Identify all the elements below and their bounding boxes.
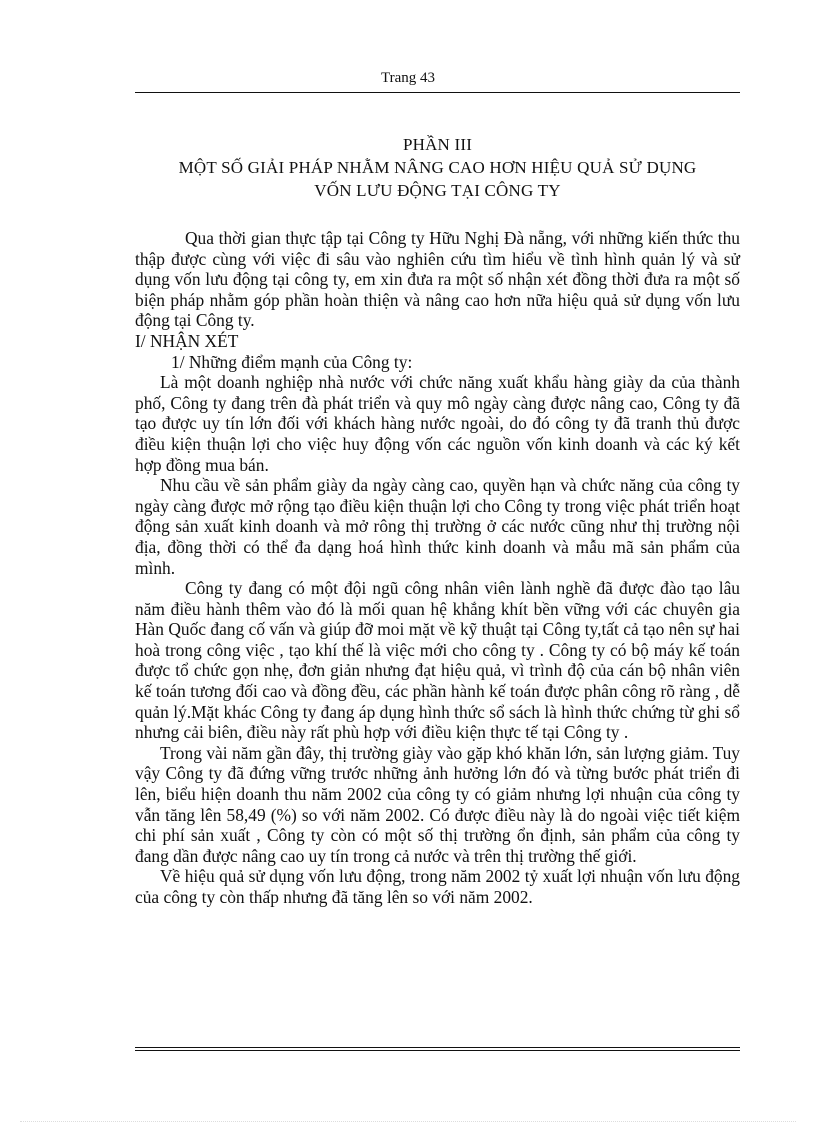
page-edge-dots [20, 1121, 796, 1122]
paragraph-4: Trong vài năm gần đây, thị trường giày vào gặp khó khăn lớn, sản lượng giảm. Tuy vậy Công ty đã đứng vững trước những ảnh hưởng lớn đó và từng bước phát triển đi lên, biểu hiện doanh thu năm 2002 của công ty có giảm nhưng lợi nhuận của công ty vẫn tăng lên 58,49 (%) so với năm 2002. Có được điều này là do ngoài việc tiết kiệm chi phí sản xuất , Công ty còn có một số thị trường ổn định, sản phẩm của công ty đang dần được nâng cao uy tín trong cả nước và trên thị trường thế giới. [135, 742, 740, 866]
section-title-block [135, 133, 740, 202]
footer-divider [135, 1047, 740, 1051]
intro-paragraph: Qua thời gian thực tập tại Công ty Hữu Nghị Đà nẵng, với những kiến thức thu thập được cùng với việc đi sâu vào nghiên cứu tìm hiểu về tình hình quản lý và sử dụng vốn lưu động tại công ty, em xin đưa ra một số nhận xét đồng thời đưa ra một số biện pháp nhằm góp phần hoàn thiện và nâng cao hơn nữa hiệu quả sử dụng vốn lưu động tại Công ty. [135, 228, 740, 331]
subsection-heading: 1/ Những điểm mạnh của Công ty: [171, 351, 413, 372]
title-line-1: MỘT SỐ GIẢI PHÁP NHẰM NÂNG CAO HƠN HIỆU QUẢ SỬ DỤNG [178, 158, 697, 177]
section-heading: I/ NHẬN XÉT [135, 330, 239, 351]
paragraph-3: Công ty đang có một đội ngũ công nhân viên lành nghề đã được đào tạo lâu năm điều hành thêm vào đó là mối quan hệ khắng khít bền vững với các chuyên gia Hàn Quốc đang cố vấn và giúp đỡ moi mặt về kỹ thuật tại Công ty,tất cả tạo nên sự hai hoà trong công việc , tạo khí thế là việc mới cho công ty . Công ty có bộ máy kế toán được tổ chức gọn nhẹ, đơn giản nhưng đạt hiệu quả, vì trình độ của cán bộ nhân viên kế toán tương đối cao và đồng đều, các phần hành kế toán được phân công rõ ràng , dễ quản lý.Mặt khác Công ty đang áp dụng hình thức sổ sách là hình thức chứng từ ghi sổ nhưng cải biên, điều này rất phù hợp với điều kiện thực tế tại Công ty . [135, 578, 740, 743]
part-title: PHẦN III [402, 135, 473, 154]
paragraph-5: Về hiệu quả sử dụng vốn lưu động, trong năm 2002 tỷ xuất lợi nhuận vốn lưu động của công ty còn thấp nhưng đã tăng lên so với năm 2002. [135, 866, 740, 907]
page-number-header: Trang 43 [380, 70, 436, 86]
title-line-2: VỐN LƯU ĐỘNG TẠI CÔNG TY [314, 181, 561, 200]
paragraph-1: Là một doanh nghiệp nhà nước với chức năng xuất khẩu hàng giày da của thành phố, Công ty đang trên đà phát triển và quy mô ngày càng được nâng cao, Công ty đã tạo được uy tín lớn đối với khách hàng nước ngoài, do đó công ty đã tranh thủ được điều kiện thuận lợi cho việc huy động vốn các nguồn vốn kinh doanh và các ký kết hợp đồng mua bán. [135, 372, 740, 475]
document-body [135, 228, 740, 908]
paragraph-2: Nhu cầu về sản phẩm giày da ngày càng cao, quyền hạn và chức năng của công ty ngày càng được mở rộng tạo điều kiện thuận lợi cho Công ty trong việc phát triển hoạt động sản xuất kinh doanh và mở rông thị trường ở các nước cũng như thị trường nội địa, đồng thời có thể đa dạng hoá hình thức kinh doanh và mẫu mã sản phẩm của mình. [135, 475, 740, 578]
header-divider [135, 92, 740, 93]
